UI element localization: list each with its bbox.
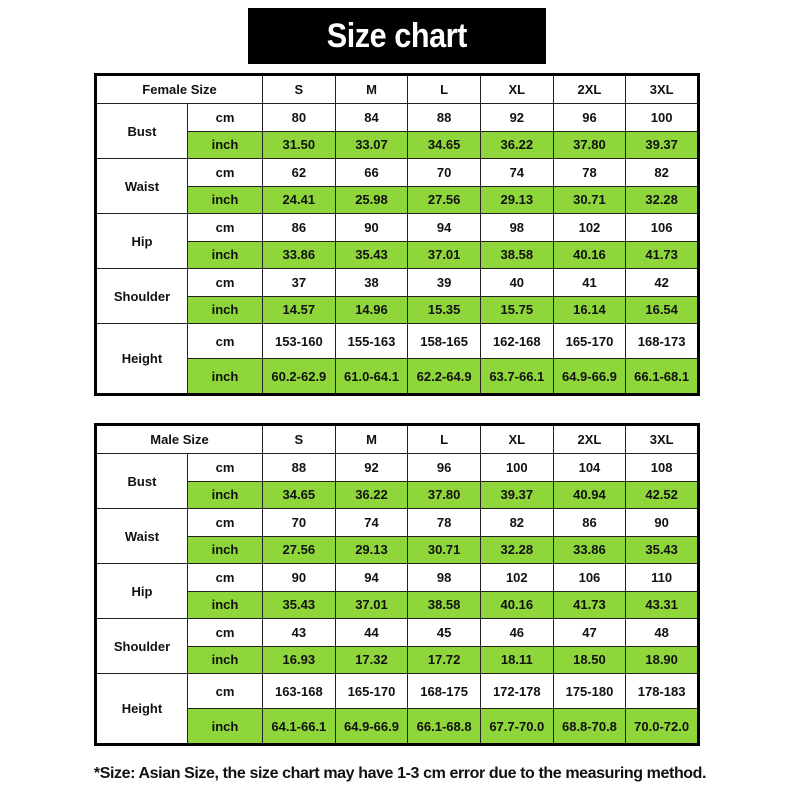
inch-value-cell: 63.7-66.1: [480, 359, 553, 395]
table-row: [96, 619, 699, 647]
inch-value-cell: 15.75: [480, 296, 553, 324]
cm-value-cell: 168-173: [626, 324, 699, 359]
size-column-header: 3XL: [626, 425, 699, 454]
inch-value-cell: 14.96: [335, 296, 408, 324]
inch-value-cell: 29.13: [480, 186, 553, 214]
inch-value-cell: 42.52: [626, 481, 699, 509]
cm-value-cell: 90: [335, 214, 408, 242]
inch-value-cell: 70.0-72.0: [626, 709, 699, 745]
inch-value-cell: 60.2-62.9: [263, 359, 336, 395]
cm-value-cell: 98: [408, 564, 481, 592]
measurement-label: Shoulder: [96, 269, 188, 324]
inch-value-cell: 66.1-68.1: [626, 359, 699, 395]
measurement-label: Shoulder: [96, 619, 188, 674]
inch-value-cell: 30.71: [553, 186, 626, 214]
table-row: [96, 214, 699, 242]
inch-value-cell: 32.28: [480, 536, 553, 564]
size-column-header: S: [263, 75, 336, 104]
size-column-header: 2XL: [553, 75, 626, 104]
female-size-table: [94, 73, 700, 396]
header-row: [96, 425, 699, 454]
cm-value-cell: 88: [408, 104, 481, 132]
cm-value-cell: 45: [408, 619, 481, 647]
cm-value-cell: 155-163: [335, 324, 408, 359]
inch-value-cell: 38.58: [480, 241, 553, 269]
cm-value-cell: 39: [408, 269, 481, 297]
cm-value-cell: 94: [408, 214, 481, 242]
inch-value-cell: 66.1-68.8: [408, 709, 481, 745]
unit-cm-label: cm: [188, 324, 263, 359]
cm-value-cell: 100: [626, 104, 699, 132]
cm-value-cell: 96: [408, 454, 481, 482]
inch-value-cell: 33.86: [553, 536, 626, 564]
inch-value-cell: 34.65: [263, 481, 336, 509]
cm-value-cell: 100: [480, 454, 553, 482]
inch-value-cell: 35.43: [263, 591, 336, 619]
page-title: Size chart: [326, 16, 468, 55]
unit-inch-label: inch: [188, 359, 263, 395]
cm-value-cell: 96: [553, 104, 626, 132]
inch-value-cell: 33.86: [263, 241, 336, 269]
inch-value-cell: 68.8-70.8: [553, 709, 626, 745]
cm-value-cell: 70: [263, 509, 336, 537]
unit-inch-label: inch: [188, 536, 263, 564]
cm-value-cell: 90: [626, 509, 699, 537]
male-size-table: [94, 423, 700, 746]
cm-value-cell: 88: [263, 454, 336, 482]
measurement-label: Bust: [96, 454, 188, 509]
inch-value-cell: 16.54: [626, 296, 699, 324]
unit-inch-label: inch: [188, 186, 263, 214]
inch-value-cell: 37.80: [553, 131, 626, 159]
inch-value-cell: 17.72: [408, 646, 481, 674]
title-banner: [248, 8, 546, 64]
cm-value-cell: 62: [263, 159, 336, 187]
cm-value-cell: 82: [480, 509, 553, 537]
cm-value-cell: 86: [553, 509, 626, 537]
inch-value-cell: 40.16: [553, 241, 626, 269]
size-column-header: M: [335, 425, 408, 454]
cm-value-cell: 46: [480, 619, 553, 647]
inch-value-cell: 61.0-64.1: [335, 359, 408, 395]
inch-value-cell: 41.73: [626, 241, 699, 269]
measurement-label: Waist: [96, 159, 188, 214]
inch-value-cell: 30.71: [408, 536, 481, 564]
inch-value-cell: 37.01: [408, 241, 481, 269]
measurement-label: Waist: [96, 509, 188, 564]
cm-value-cell: 82: [626, 159, 699, 187]
size-column-header: XL: [480, 75, 553, 104]
cm-value-cell: 168-175: [408, 674, 481, 709]
measurement-label: Bust: [96, 104, 188, 159]
unit-cm-label: cm: [188, 509, 263, 537]
inch-value-cell: 27.56: [263, 536, 336, 564]
inch-value-cell: 18.50: [553, 646, 626, 674]
cm-value-cell: 165-170: [553, 324, 626, 359]
cm-value-cell: 106: [626, 214, 699, 242]
unit-inch-label: inch: [188, 591, 263, 619]
cm-value-cell: 175-180: [553, 674, 626, 709]
inch-value-cell: 40.94: [553, 481, 626, 509]
table-row: [96, 509, 699, 537]
unit-cm-label: cm: [188, 619, 263, 647]
cm-value-cell: 162-168: [480, 324, 553, 359]
size-header-label: Female Size: [96, 75, 263, 104]
table-row: [96, 454, 699, 482]
unit-inch-label: inch: [188, 709, 263, 745]
cm-value-cell: 84: [335, 104, 408, 132]
measurement-label: Height: [96, 674, 188, 745]
unit-cm-label: cm: [188, 674, 263, 709]
table-row: [96, 269, 699, 297]
inch-value-cell: 64.9-66.9: [553, 359, 626, 395]
cm-value-cell: 41: [553, 269, 626, 297]
inch-value-cell: 34.65: [408, 131, 481, 159]
inch-value-cell: 35.43: [335, 241, 408, 269]
inch-value-cell: 16.14: [553, 296, 626, 324]
inch-value-cell: 35.43: [626, 536, 699, 564]
table-row: [96, 674, 699, 709]
inch-value-cell: 17.32: [335, 646, 408, 674]
cm-value-cell: 74: [480, 159, 553, 187]
cm-value-cell: 42: [626, 269, 699, 297]
unit-inch-label: inch: [188, 241, 263, 269]
cm-value-cell: 106: [553, 564, 626, 592]
cm-value-cell: 94: [335, 564, 408, 592]
size-column-header: M: [335, 75, 408, 104]
size-column-header: S: [263, 425, 336, 454]
cm-value-cell: 38: [335, 269, 408, 297]
inch-value-cell: 25.98: [335, 186, 408, 214]
cm-value-cell: 78: [408, 509, 481, 537]
cm-value-cell: 110: [626, 564, 699, 592]
unit-cm-label: cm: [188, 159, 263, 187]
cm-value-cell: 158-165: [408, 324, 481, 359]
inch-value-cell: 38.58: [408, 591, 481, 619]
cm-value-cell: 92: [480, 104, 553, 132]
inch-value-cell: 64.1-66.1: [263, 709, 336, 745]
inch-value-cell: 64.9-66.9: [335, 709, 408, 745]
size-column-header: L: [408, 425, 481, 454]
cm-value-cell: 44: [335, 619, 408, 647]
cm-value-cell: 37: [263, 269, 336, 297]
cm-value-cell: 66: [335, 159, 408, 187]
header-row: [96, 75, 699, 104]
unit-cm-label: cm: [188, 564, 263, 592]
unit-inch-label: inch: [188, 296, 263, 324]
cm-value-cell: 80: [263, 104, 336, 132]
cm-value-cell: 163-168: [263, 674, 336, 709]
cm-value-cell: 92: [335, 454, 408, 482]
size-column-header: L: [408, 75, 481, 104]
unit-cm-label: cm: [188, 454, 263, 482]
cm-value-cell: 153-160: [263, 324, 336, 359]
inch-value-cell: 33.07: [335, 131, 408, 159]
cm-value-cell: 104: [553, 454, 626, 482]
cm-value-cell: 102: [553, 214, 626, 242]
inch-value-cell: 15.35: [408, 296, 481, 324]
size-column-header: 2XL: [553, 425, 626, 454]
cm-value-cell: 165-170: [335, 674, 408, 709]
inch-value-cell: 29.13: [335, 536, 408, 564]
cm-value-cell: 102: [480, 564, 553, 592]
inch-value-cell: 14.57: [263, 296, 336, 324]
measurement-label: Hip: [96, 214, 188, 269]
inch-value-cell: 31.50: [263, 131, 336, 159]
unit-cm-label: cm: [188, 269, 263, 297]
cm-value-cell: 48: [626, 619, 699, 647]
cm-value-cell: 86: [263, 214, 336, 242]
unit-inch-label: inch: [188, 131, 263, 159]
footnote: *Size: Asian Size, the size chart may have 1-3 cm error due to the measuring method.: [93, 765, 707, 782]
cm-value-cell: 70: [408, 159, 481, 187]
size-header-label: Male Size: [96, 425, 263, 454]
inch-value-cell: 37.01: [335, 591, 408, 619]
size-column-header: XL: [480, 425, 553, 454]
inch-value-cell: 67.7-70.0: [480, 709, 553, 745]
inch-value-cell: 40.16: [480, 591, 553, 619]
table-row: [96, 104, 699, 132]
cm-value-cell: 178-183: [626, 674, 699, 709]
unit-cm-label: cm: [188, 104, 263, 132]
inch-value-cell: 32.28: [626, 186, 699, 214]
cm-value-cell: 74: [335, 509, 408, 537]
inch-value-cell: 62.2-64.9: [408, 359, 481, 395]
inch-value-cell: 43.31: [626, 591, 699, 619]
table-row: [96, 159, 699, 187]
cm-value-cell: 40: [480, 269, 553, 297]
measurement-label: Height: [96, 324, 188, 395]
inch-value-cell: 16.93: [263, 646, 336, 674]
size-column-header: 3XL: [626, 75, 699, 104]
cm-value-cell: 78: [553, 159, 626, 187]
cm-value-cell: 98: [480, 214, 553, 242]
cm-value-cell: 172-178: [480, 674, 553, 709]
inch-value-cell: 39.37: [480, 481, 553, 509]
cm-value-cell: 108: [626, 454, 699, 482]
inch-value-cell: 41.73: [553, 591, 626, 619]
inch-value-cell: 39.37: [626, 131, 699, 159]
inch-value-cell: 27.56: [408, 186, 481, 214]
cm-value-cell: 43: [263, 619, 336, 647]
inch-value-cell: 37.80: [408, 481, 481, 509]
inch-value-cell: 36.22: [480, 131, 553, 159]
unit-inch-label: inch: [188, 646, 263, 674]
measurement-label: Hip: [96, 564, 188, 619]
table-row: [96, 564, 699, 592]
unit-inch-label: inch: [188, 481, 263, 509]
inch-value-cell: 18.90: [626, 646, 699, 674]
unit-cm-label: cm: [188, 214, 263, 242]
cm-value-cell: 47: [553, 619, 626, 647]
table-row: [96, 324, 699, 359]
inch-value-cell: 18.11: [480, 646, 553, 674]
inch-value-cell: 36.22: [335, 481, 408, 509]
inch-value-cell: 24.41: [263, 186, 336, 214]
cm-value-cell: 90: [263, 564, 336, 592]
